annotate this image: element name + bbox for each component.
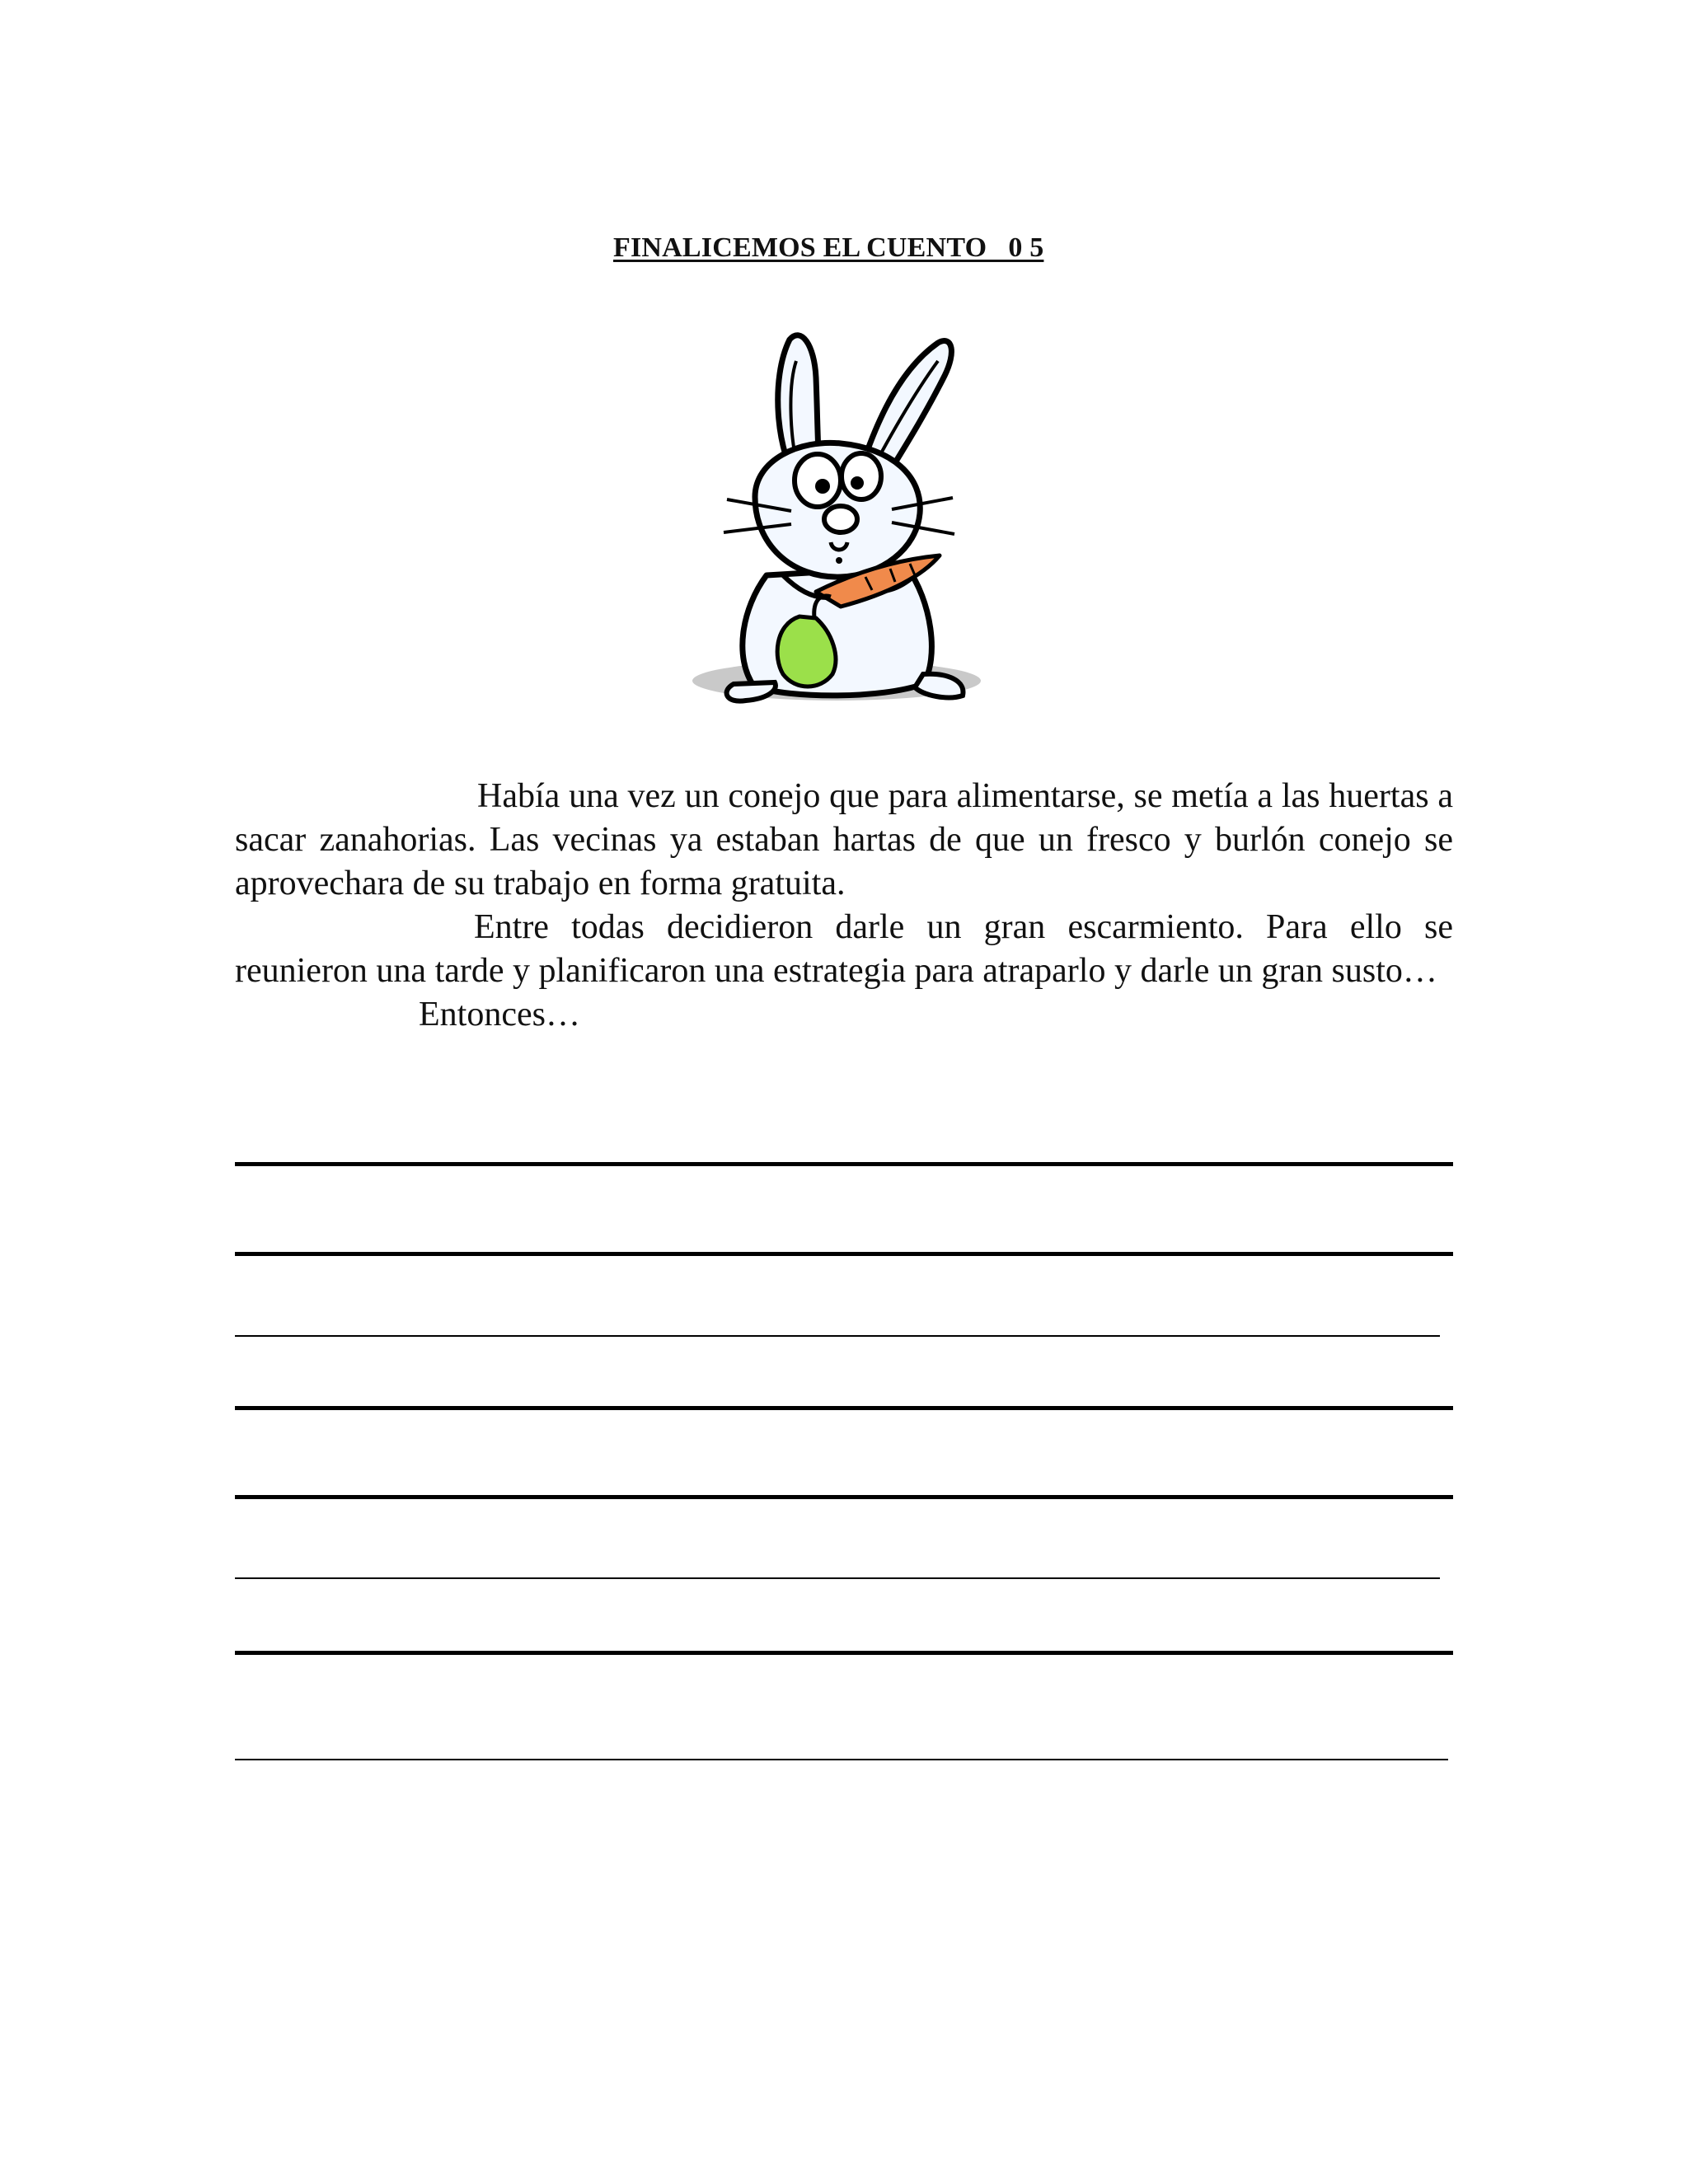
writing-line[interactable] [235,1252,1453,1256]
writing-line[interactable] [235,1495,1453,1499]
rabbit-carrot-illustration [676,328,1006,707]
worksheet-title: FINALICEMOS EL CUENTO 0 5 [613,232,1044,263]
writing-line[interactable] [235,1162,1453,1166]
story-paragraph-2: Entre todas decidieron darle un gran escarmiento. Para ello se reunieron una tarde y planificaron una estrategia para atraparlo y darle un gran susto… [235,908,1453,990]
writing-line[interactable] [235,1335,1440,1337]
writing-line[interactable] [235,1651,1453,1655]
story-paragraph-3: Entonces… [419,996,580,1033]
writing-line[interactable] [235,1759,1448,1760]
story-text [235,775,1453,1037]
writing-line[interactable] [235,1406,1453,1410]
writing-line[interactable] [235,1577,1440,1579]
story-paragraph-1: Había una vez un conejo que para alimentarse, se metía a las huertas a sacar zanahorias. Las vecinas ya estaban hartas de que un fresco y burlón conejo se aprovechara de su trabajo en forma gratuita. [235,777,1453,902]
